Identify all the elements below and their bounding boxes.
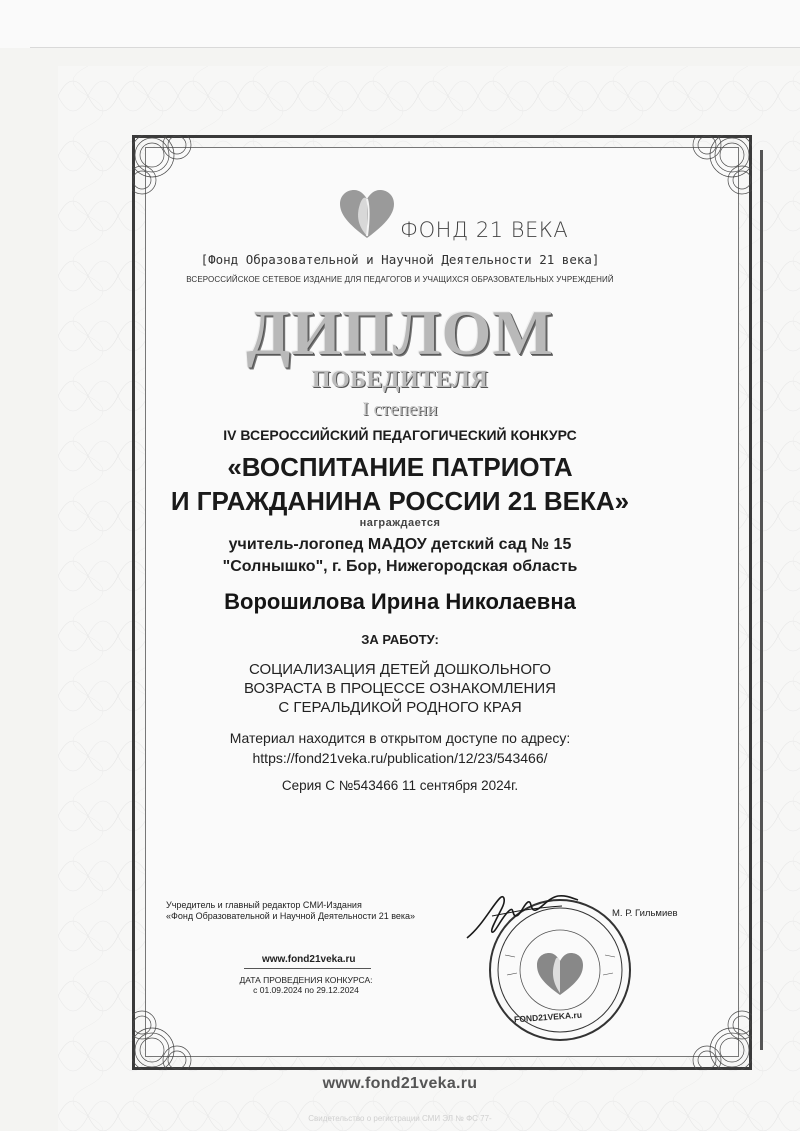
site-link-small: www.fond21veka.ru xyxy=(262,954,356,965)
founder-credit xyxy=(166,900,415,922)
winner-subtitle: ПОБЕДИТЕЛЯ xyxy=(311,367,489,393)
contest-name-line1: «ВОСПИТАНИЕ ПАТРИОТА xyxy=(227,452,573,482)
work-title-line2: ВОЗРАСТА В ПРОЦЕССЕ ОЗНАКОМЛЕНИЯ xyxy=(244,680,556,697)
editor-name: М. Р. Гильмиев xyxy=(612,908,678,919)
work-title-line3: С ГЕРАЛЬДИКОЙ РОДНОГО КРАЯ xyxy=(278,699,522,716)
recipient-position-line2: "Солнышко", г. Бор, Нижегородская область xyxy=(222,558,578,575)
dates-value: с 01.09.2024 по 29.12.2024 xyxy=(253,985,359,995)
scan-margin xyxy=(0,0,800,48)
seal-brand: FOND21VEKA.ru xyxy=(513,1009,583,1025)
contest-name-line2: И ГРАЖДАНИНА РОССИИ 21 ВЕКА» xyxy=(170,486,630,516)
material-url: https://fond21veka.ru/publication/12/23/543466/ xyxy=(252,750,548,766)
editor-signature-icon xyxy=(462,886,582,946)
dates-label: ДАТА ПРОВЕДЕНИЯ КОНКУРСА: xyxy=(239,975,373,985)
recipient-position-line1: учитель-логопед МАДОУ детский сад № 15 xyxy=(228,536,572,553)
site-link-bottom: www.fond21veka.ru xyxy=(322,1075,478,1092)
fund-full-name: [Фонд Образовательной и Научной Деятельности 21 века] xyxy=(200,252,600,267)
awarded-label: награждается xyxy=(359,517,441,529)
work-title-line1: СОЦИАЛИЗАЦИЯ ДЕТЕЙ ДОШКОЛЬНОГО xyxy=(248,661,551,678)
brand-logo xyxy=(338,188,568,240)
contest-dates xyxy=(236,975,376,995)
material-label: Материал находится в открытом доступе по адресу: xyxy=(229,730,571,746)
founder-line2: «Фонд Образовательной и Научной Деятельности 21 века» xyxy=(166,911,416,921)
founder-line1: Учредитель и главный редактор СМИ-Издания xyxy=(166,900,362,910)
edition-type: ВСЕРОССИЙСКОЕ СЕТЕВОЕ ИЗДАНИЕ ДЛЯ ПЕДАГОГОВ И УЧАЩИХСЯ ОБРАЗОВАТЕЛЬНЫХ УЧРЕЖДЕНИЙ xyxy=(186,275,614,284)
degree-label: I степени xyxy=(362,399,438,420)
registration-line: Свидетельство о регистрации СМИ ЭЛ № ФС 77- xyxy=(308,1114,492,1123)
contest-line: IV ВСЕРОССИЙСКИЙ ПЕДАГОГИЧЕСКИЙ КОНКУРС xyxy=(223,427,577,443)
contest-name xyxy=(0,450,800,518)
heart-logo-icon xyxy=(338,188,396,240)
series-number: Серия С №543466 11 сентября 2024г. xyxy=(281,778,519,793)
scan-edge-line xyxy=(30,47,800,48)
corner-ornament-bottom-right xyxy=(652,970,752,1070)
work-title xyxy=(0,660,800,717)
recipient-name: Ворошилова Ирина Николаевна xyxy=(224,589,576,614)
site-underline xyxy=(244,968,371,969)
corner-ornament-top-left xyxy=(132,135,232,235)
corner-ornament-bottom-left xyxy=(132,970,232,1070)
for-work-label: ЗА РАБОТУ: xyxy=(361,632,439,647)
diploma-title: ДИПЛОМ xyxy=(246,297,554,368)
material-access xyxy=(0,728,800,768)
brand-name: ФОНД 21 ВЕКА xyxy=(400,218,569,242)
corner-ornament-top-right xyxy=(652,135,752,235)
recipient-position xyxy=(0,534,800,578)
